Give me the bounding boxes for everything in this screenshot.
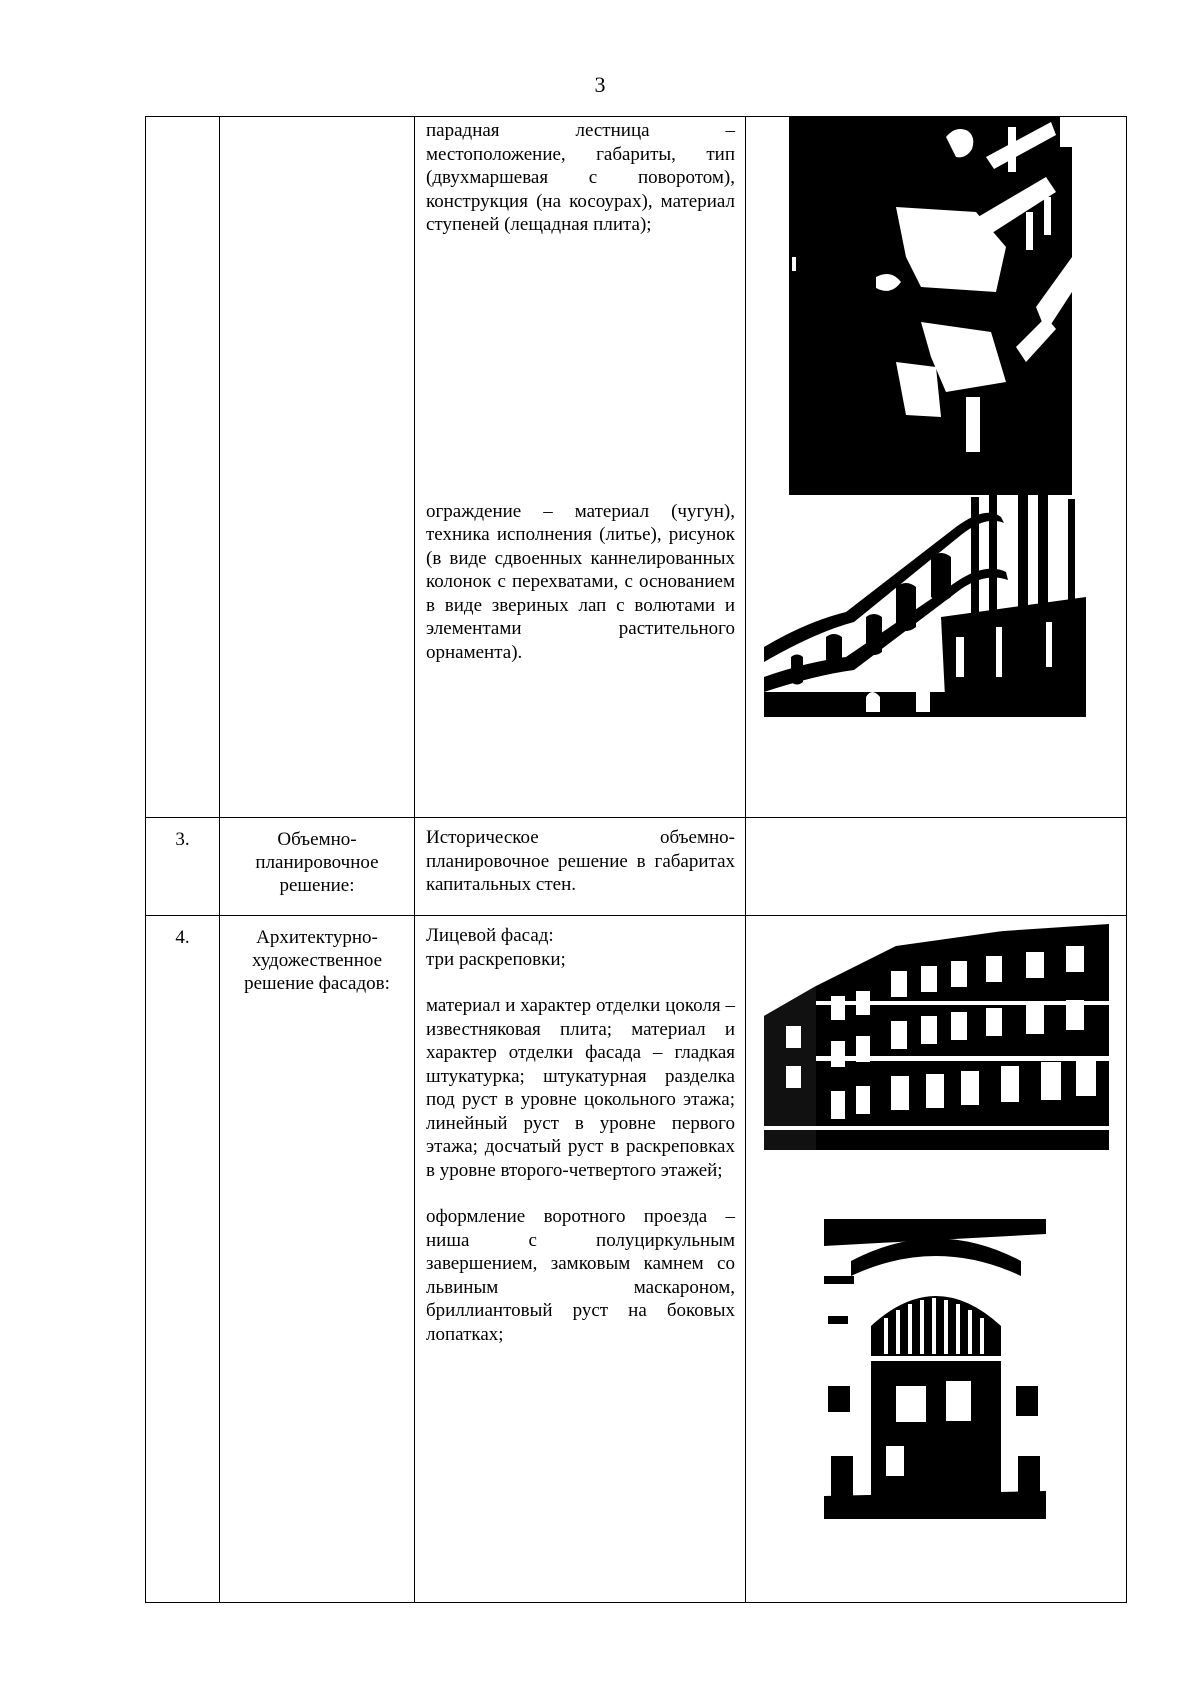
- gate-photo: [824, 1219, 1049, 1519]
- facade-heading: Лицевой фасад:: [426, 925, 554, 946]
- railing-photo: [764, 489, 1086, 717]
- row-photo-cell: [746, 117, 1127, 818]
- table-row: [146, 117, 1127, 818]
- table-row: [146, 818, 1127, 916]
- row-photo-cell: [746, 916, 1127, 1603]
- row-description-cell: [415, 818, 746, 916]
- row-photo-cell: [746, 818, 1127, 916]
- facade-finish-description: материал и характер отделки цоколя – известняковая плита; материал и характер отделки фасада – гладкая штукатурка; штукатурная разделка под руст в уровне цокольного этажа; линейный руст в уровне первого этажа; досчатый руст в раскреповках в уровне второго-четвертого этажей;: [426, 995, 735, 1181]
- table-row: [146, 916, 1127, 1603]
- staircase-description: парадная лестница – местоположение, габариты, тип (двухмаршевая с поворотом), конструкция (на косоурах), материал ступеней (лещадная плита);: [426, 120, 735, 235]
- staircase-photo: [746, 117, 1127, 817]
- row-number-cell: 4.: [146, 916, 220, 1603]
- facade-photo: [746, 916, 1127, 1602]
- row-name-cell: Объемно-планировочное решение:: [220, 818, 415, 916]
- railing-description: ограждение – материал (чугун), техника исполнения (литье), рисунок (в виде сдвоенных каннелированных колонок с перехватами, с основанием в виде звериных лап с волютами и элементами растительного орнамента).: [426, 500, 735, 663]
- page-number: 3: [594, 72, 606, 97]
- row-description-cell: [415, 117, 746, 818]
- volume-plan-description: Историческое объемно-планировочное решение в габаритах капитальных стен.: [426, 827, 735, 895]
- row-name-cell: Архитектурно-художественное решение фасадов:: [220, 916, 415, 1603]
- facade-projections: три раскреповки;: [426, 948, 566, 970]
- row-name-cell: [220, 117, 415, 818]
- row-number-cell: [146, 117, 220, 818]
- row-description-cell: [415, 916, 746, 1603]
- row-number-cell: 3.: [146, 818, 220, 916]
- gate-description: оформление воротного проезда – ниша с полуциркульным завершением, замковым камнем со львиным маскароном, бриллиантовый руст на боковых лопатках;: [426, 1206, 735, 1345]
- monument-subject-table: [145, 116, 1127, 1603]
